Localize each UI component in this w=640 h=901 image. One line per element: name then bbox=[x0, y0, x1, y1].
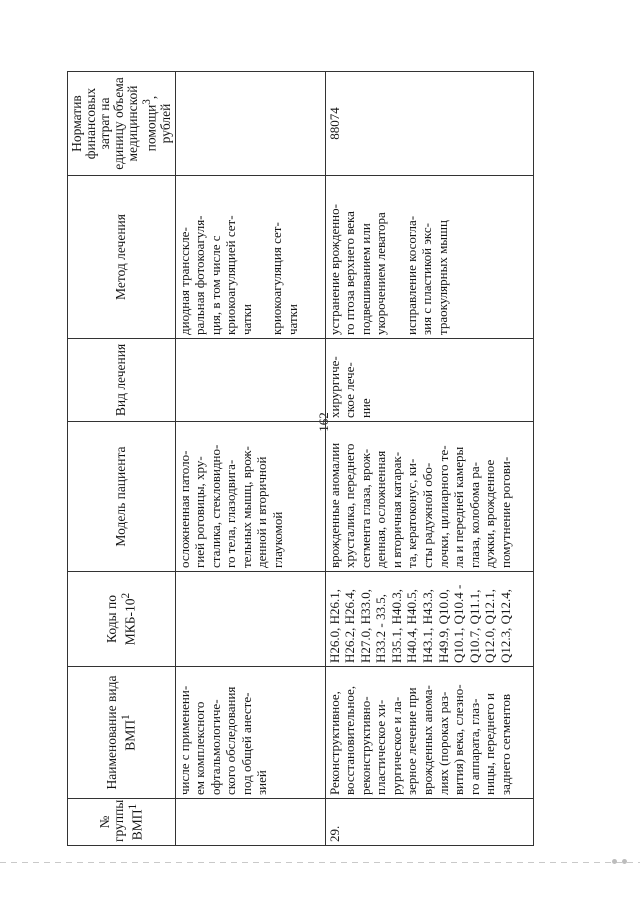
cell-treatment-method bbox=[325, 176, 534, 339]
header-patient-model: Модель пациента bbox=[68, 422, 176, 572]
cell-vmp-name: числе с применени- ем комплексного офтальмологиче- ского обследования под общей анесте- зией bbox=[175, 667, 325, 799]
cell-treatment-method bbox=[175, 176, 325, 339]
vmp-table bbox=[67, 71, 534, 846]
cell-cost-norm: 88074 bbox=[325, 72, 534, 176]
cell-treatment-type: хирургиче- ское лече- ние bbox=[325, 339, 534, 422]
scan-edge-line bbox=[0, 862, 640, 863]
rotated-table-container bbox=[67, 72, 534, 846]
cell-vmp-name: Реконструктивное, восстановительное, реконструктивно- пластическое хи- рургическое и ла- зерное лечение при врожденных анома- лиях (пороках раз- вития) века, слезно- го аппарата, глаз- ницы, переднего и заднего сегментов bbox=[325, 667, 534, 799]
header-group-number: № группы ВМП$^1$ bbox=[68, 799, 176, 846]
cell-patient-model: врожденные аномалии хрусталика, переднего сегмента глаза, врож- денная, осложненная и вторичная катарак- та, кератоконус, ки- сты радужной обо- лочки, цилиарного те- ла и передней камеры глаза, колобома ра- дужки, врожденное помутнение рогови- bbox=[325, 422, 534, 572]
cell-group-number: 29. bbox=[325, 799, 534, 846]
cell-icd-codes bbox=[175, 572, 325, 667]
cell-patient-model: осложненная патоло- гией роговицы, хру- сталика, стекловидно- го тела, глазодвига- тельных мышц, врож- денной и вторичной глаукомой bbox=[175, 422, 325, 572]
method-item: диодная транссклe- ральная фотокоагуля- ция, в том числе с криокоагуляцией сет- чатки bbox=[176, 215, 254, 335]
header-icd-codes: Коды по МКБ-$10^2$ bbox=[68, 572, 176, 667]
cell-treatment-type bbox=[175, 339, 325, 422]
header-cost-norm: Норматив финансовых затрат на единицу объема медицинской помощи$^3$, рублей bbox=[68, 72, 176, 176]
method-item: устранение врожденно- го птоза верхнего века подвешиванием или укорочением леватора bbox=[326, 204, 389, 335]
cell-icd-codes: H26.0, H26.1, H26.2, H26.4, H27.0, H33.0, H33.2 - 33.5, H35.1, H40.3, H40.4, H40.5, H43.1, H43.3, H49.9, Q10.0, Q10.1, Q10.4 - Q10.7, Q11.1, Q12.0, Q12.1, Q12.3, Q12.4, bbox=[325, 572, 534, 667]
table-header-row bbox=[68, 72, 176, 846]
scan-artifact-dot bbox=[622, 859, 627, 864]
header-treatment-method: Метод лечения bbox=[68, 176, 176, 339]
page-number: 162 bbox=[316, 412, 331, 432]
header-vmp-name: Наименование вида ВМП$^1$ bbox=[68, 667, 176, 799]
table-row bbox=[325, 72, 534, 846]
header-treatment-type: Вид лечения bbox=[68, 339, 176, 422]
scan-artifact-dot bbox=[612, 859, 617, 864]
cell-group-number bbox=[175, 799, 325, 846]
table-row bbox=[175, 72, 325, 846]
method-item: исправление косогла- зия с пластикой экс- траокулярных мышц bbox=[403, 215, 451, 335]
cell-cost-norm bbox=[175, 72, 325, 176]
method-item: криокоагуляция сет- чатки bbox=[269, 222, 301, 335]
